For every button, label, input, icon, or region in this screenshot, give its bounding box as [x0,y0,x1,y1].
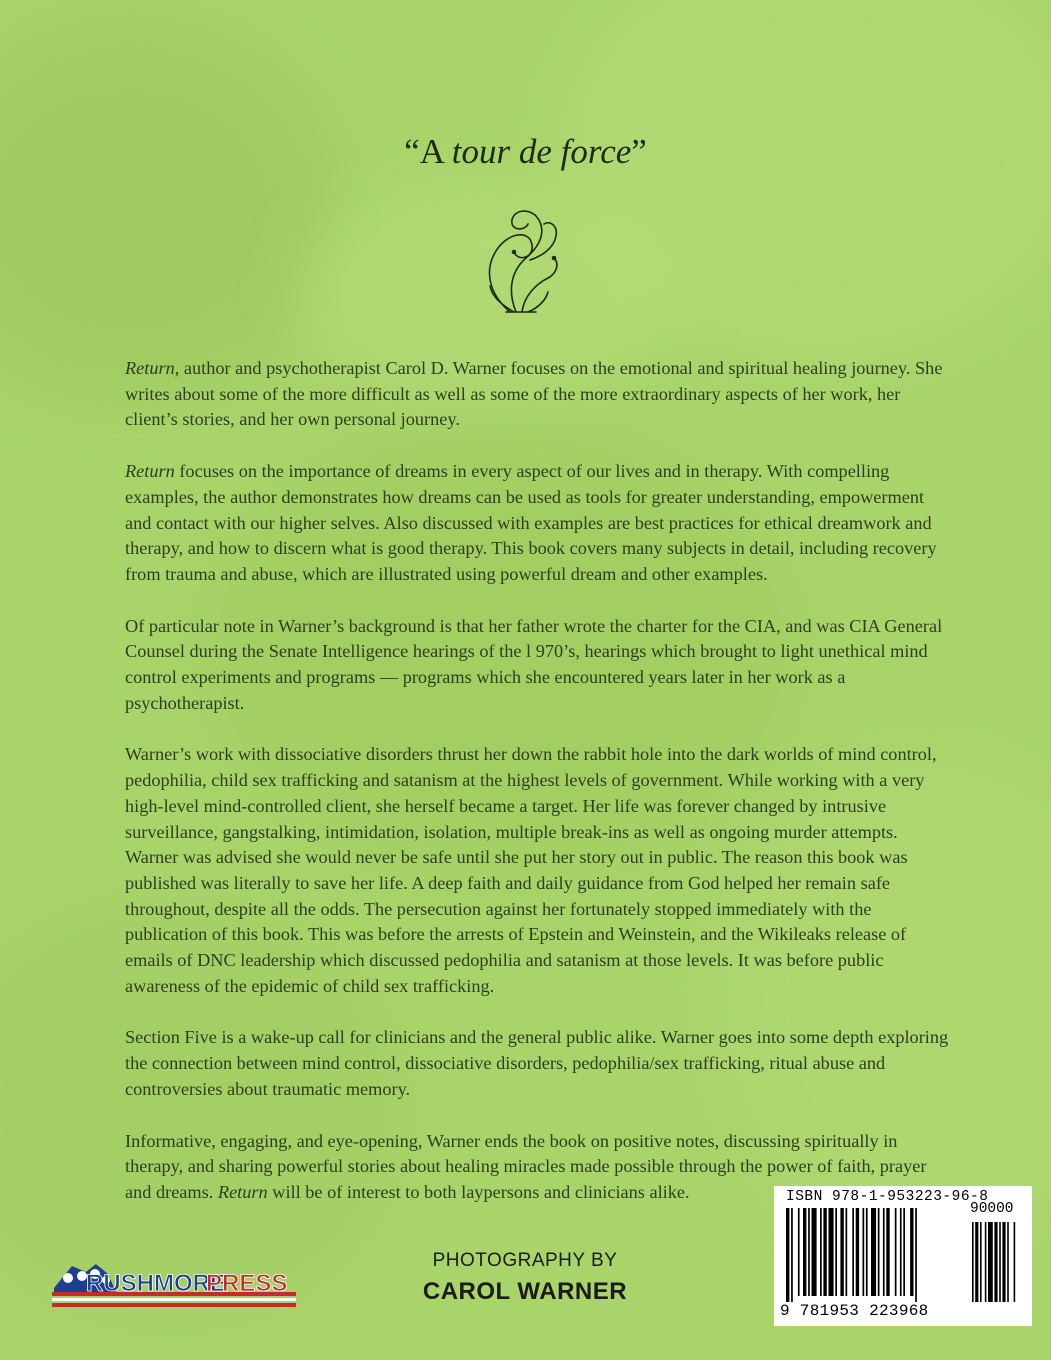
barcode-bar [852,1208,854,1296]
addon-bar [999,1222,1001,1302]
addon-bar [988,1222,993,1302]
paragraph-3: Of particular note in Warner’s background is that her father wrote the charter for the CIA, and was CIA General Counsel during the Senate Intelligence hearings of the l 970’s, hearings which brought to light unethical mind control experiments and programs — programs which she encountered years later in her work as a psychotherapist. [125,615,943,713]
rushmore-press-logo [50,1258,300,1314]
barcode-bar [883,1208,885,1296]
paragraph-1: Return, author and psychotherapist Carol D. Warner focuses on the emotional and spiritual healing journey. She writes about some of the more difficult as well as some of the more extraordinary aspects of her work, her client’s stories, and her own personal journey. [125,358,943,430]
barcode-bar [910,1208,913,1296]
paragraph-6: Informative, engaging, and eye-opening, Warner ends the book on positive notes, discussing spiritually in therapy, and sharing powerful stories about healing miracles made possible through the power of faith, prayer and dreams. Return will be of interest to both laypersons and clinicians alike. [125,1130,927,1202]
barcode-bar [846,1208,848,1296]
barcode-bar [840,1208,843,1296]
barcode-bar [812,1208,817,1296]
photographer-name: CAROL WARNER [422,1278,628,1305]
barcode-bar [829,1208,834,1296]
addon-bar [994,1222,997,1302]
paragraph-2: Return focuses on the importance of dreams in every aspect of our lives and in therapy. With compelling examples, the author demonstrates how dreams can be used as tools for greater understanding, empowerment and contact with our higher selves. Also discussed with examples are best practices for ethical dreamwork and therapy, and how to discern what is good therapy. This book covers many subjects in detail, including recovery from trauma and abuse, which are illustrated using powerful dream and other examples. [125,461,937,584]
barcode-bar [803,1208,806,1296]
barcode-number: 9 781953 223968 [780,1302,929,1320]
barcode-bar [856,1208,859,1296]
addon-bar [980,1222,982,1302]
isbn-barcode [774,1186,1032,1326]
barcode-bar [866,1208,868,1296]
publisher-name-part2: PRESS [206,1270,288,1297]
barcode-bar [871,1208,876,1296]
background-texture [0,20,340,400]
photo-credit [380,1250,670,1306]
flourish-ornament-icon [470,200,580,320]
quote-close: ” [631,132,647,171]
barcode-bar [791,1208,793,1302]
barcode-bar [900,1208,902,1296]
publisher-name-part1: RUSHMORE [86,1270,227,1297]
photo-credit-label: PHOTOGRAPHY BY [432,1250,618,1271]
paragraph-5: Section Five is a wake-up call for clinicians and the general public alike. Warner goes into some depth exploring the connection between mind control, dissociative disorders, pedophilia/sex trafficking, ritual abuse and controversies about traumatic memory. [125,1027,949,1099]
addon-bar [1002,1222,1005,1302]
barcode-bar [886,1208,889,1296]
addon-bar [975,1222,978,1302]
quote-open: “A [404,132,452,171]
barcode-bar [798,1208,800,1296]
barcode-bar [808,1208,810,1296]
barcode-bar [863,1208,865,1296]
addon-bar [972,1222,974,1302]
barcode-bar [915,1208,917,1302]
barcode-bar [820,1208,822,1296]
addon-bar [1007,1222,1009,1302]
barcode-bar [878,1208,880,1296]
quote-italic: tour de force [451,132,632,171]
barcode-bars [786,1208,1026,1302]
price-addon: 90000 [970,1201,1014,1217]
barcode-bar [895,1208,897,1296]
book-description [125,356,951,1232]
barcode-bar [835,1208,837,1296]
isbn-text: ISBN 978-1-953223-96-8 [786,1189,989,1205]
addon-bar [1014,1222,1016,1302]
barcode-bar [823,1208,826,1296]
addon-bar [985,1222,987,1302]
pull-quote [0,132,1051,172]
paragraph-4: Warner’s work with dissociative disorders thrust her down the rabbit hole into the dark worlds of mind control, pedophilia, child sex trafficking and satanism at the highest levels of government. While working with a very high-level mind-controlled client, she herself became a target. Her life was forever changed by intrusive surveillance, gangstalking, intimidation, isolation, multiple break-ins as well as ongoing murder attempts. Warner was advised she would never be safe until she put her story out in public. The reason this book was published was literally to save her life. A deep faith and daily guidance from God helped her remain safe throughout, despite all the odds. The persecution against her fortunately stopped immediately with the publication of this book. This was before the arrests of Epstein and Weinstein, and the Wikileaks release of emails of DNC leadership which discussed pedophilia and satanism at those levels. It was before public awareness of the epidemic of child sex trafficking. [125,744,937,996]
barcode-bar [786,1208,789,1302]
barcode-bar [903,1208,905,1296]
